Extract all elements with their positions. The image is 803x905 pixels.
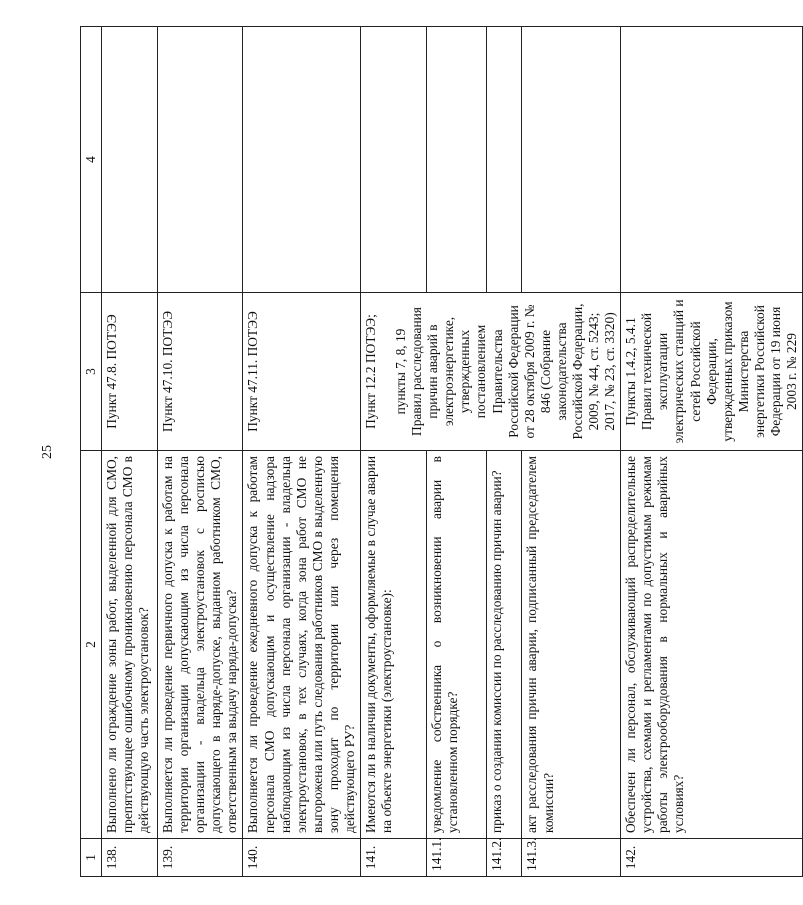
question-text: уведомление собственника о возникновении аварии в установленном порядке? xyxy=(426,451,486,839)
page-number: 25 xyxy=(40,445,55,459)
answer-cell xyxy=(158,27,243,293)
row-number: 139. xyxy=(158,839,243,877)
question-text: Выполнено ли ограждение зоны работ, выделенной для СМО, препятствующее ошибочному проникновению персонала СМО в действующую часть электроустановок? xyxy=(102,451,158,839)
rotated-page xyxy=(80,27,799,877)
answer-cell xyxy=(522,27,621,293)
reference-line: пункты 7, 8, 19 xyxy=(393,328,409,415)
requirements-table xyxy=(80,26,803,877)
row-number: 141.3. xyxy=(522,839,621,877)
row-number: 141.1. xyxy=(426,839,486,877)
question-text: Обеспечен ли персонал, обслуживающий распределительные устройства, схемами и регламентами по допустимым режимам работы электрооборудования в нормальных и аварийных условиях? xyxy=(621,451,803,839)
table-row xyxy=(426,27,486,877)
question-text: Выполняется ли проведение ежедневного допуска к работам персонала СМО допускающим и осуществление надзора наблюдающим из числа персонала организации - владельца электроустановок, в тех случаях, когда зона работ СМО не выгорожена или путь следования работников СМО в выделенную зону проходит по территории или через помещения действующего РУ? xyxy=(243,451,361,839)
header-col-3: 3 xyxy=(81,293,102,451)
question-text: акт расследования причин аварии, подписанный председателем комиссии? xyxy=(522,451,621,839)
reference-line: Пункт 12.2 ПОТЭЭ; xyxy=(363,314,379,429)
row-number: 140. xyxy=(243,839,361,877)
row-number: 141. xyxy=(361,839,427,877)
answer-cell xyxy=(102,27,158,293)
reference-text: Пункт 47.10. ПОТЭЭ xyxy=(158,293,243,451)
answer-cell xyxy=(621,27,803,293)
question-text: Имеются ли в наличии документы, оформляемые в случае аварии на объекте энергетики (электроустановке): xyxy=(361,451,427,839)
table-row xyxy=(361,27,427,877)
header-col-4: 4 xyxy=(81,27,102,293)
table-row xyxy=(102,27,158,877)
reference-text xyxy=(361,293,621,451)
row-number: 142. xyxy=(621,839,803,877)
row-number: 138. xyxy=(102,839,158,877)
table-row xyxy=(522,27,621,877)
reference-text: Пункты 1.4.2, 5.4.1 Правил технической эксплуатации электрических станций и сетей Российской Федерации, утвержденных приказом Министерства энергетики Российской Федерации от 19 июня 2003 г. № 229 xyxy=(621,293,803,451)
table-row xyxy=(486,27,522,877)
answer-cell xyxy=(361,27,427,293)
table-row xyxy=(621,27,803,877)
reference-text: Пункт 47.8. ПОТЭЭ xyxy=(102,293,158,451)
question-text: приказ о создании комиссии по расследованию причин аварии? xyxy=(486,451,522,839)
reference-line: Правил расследования причин аварий в электроэнергетике, утвержденных постановлением Правительства Российской Федерации от 28 октября 2009 г. № 846 (Собрание законодательства Российской Федерации, 2009, № 44, ст. 5243; 2017, № 23, ст. 3320) xyxy=(409,303,618,440)
header-row xyxy=(81,27,102,877)
answer-cell xyxy=(426,27,486,293)
row-number: 141.2. xyxy=(486,839,522,877)
reference-text: Пункт 47.11. ПОТЭЭ xyxy=(243,293,361,451)
header-col-1: 1 xyxy=(81,839,102,877)
table-row xyxy=(243,27,361,877)
answer-cell xyxy=(486,27,522,293)
question-text: Выполняется ли проведение первичного допуска к работам на территории организации допускающим из числа персонала организации - владельца электроустановок с росписью допускающего в наряде-допуске, выданном работником СМО, ответственным за выдачу наряда-допуска? xyxy=(158,451,243,839)
table-row xyxy=(158,27,243,877)
answer-cell xyxy=(243,27,361,293)
header-col-2: 2 xyxy=(81,451,102,839)
